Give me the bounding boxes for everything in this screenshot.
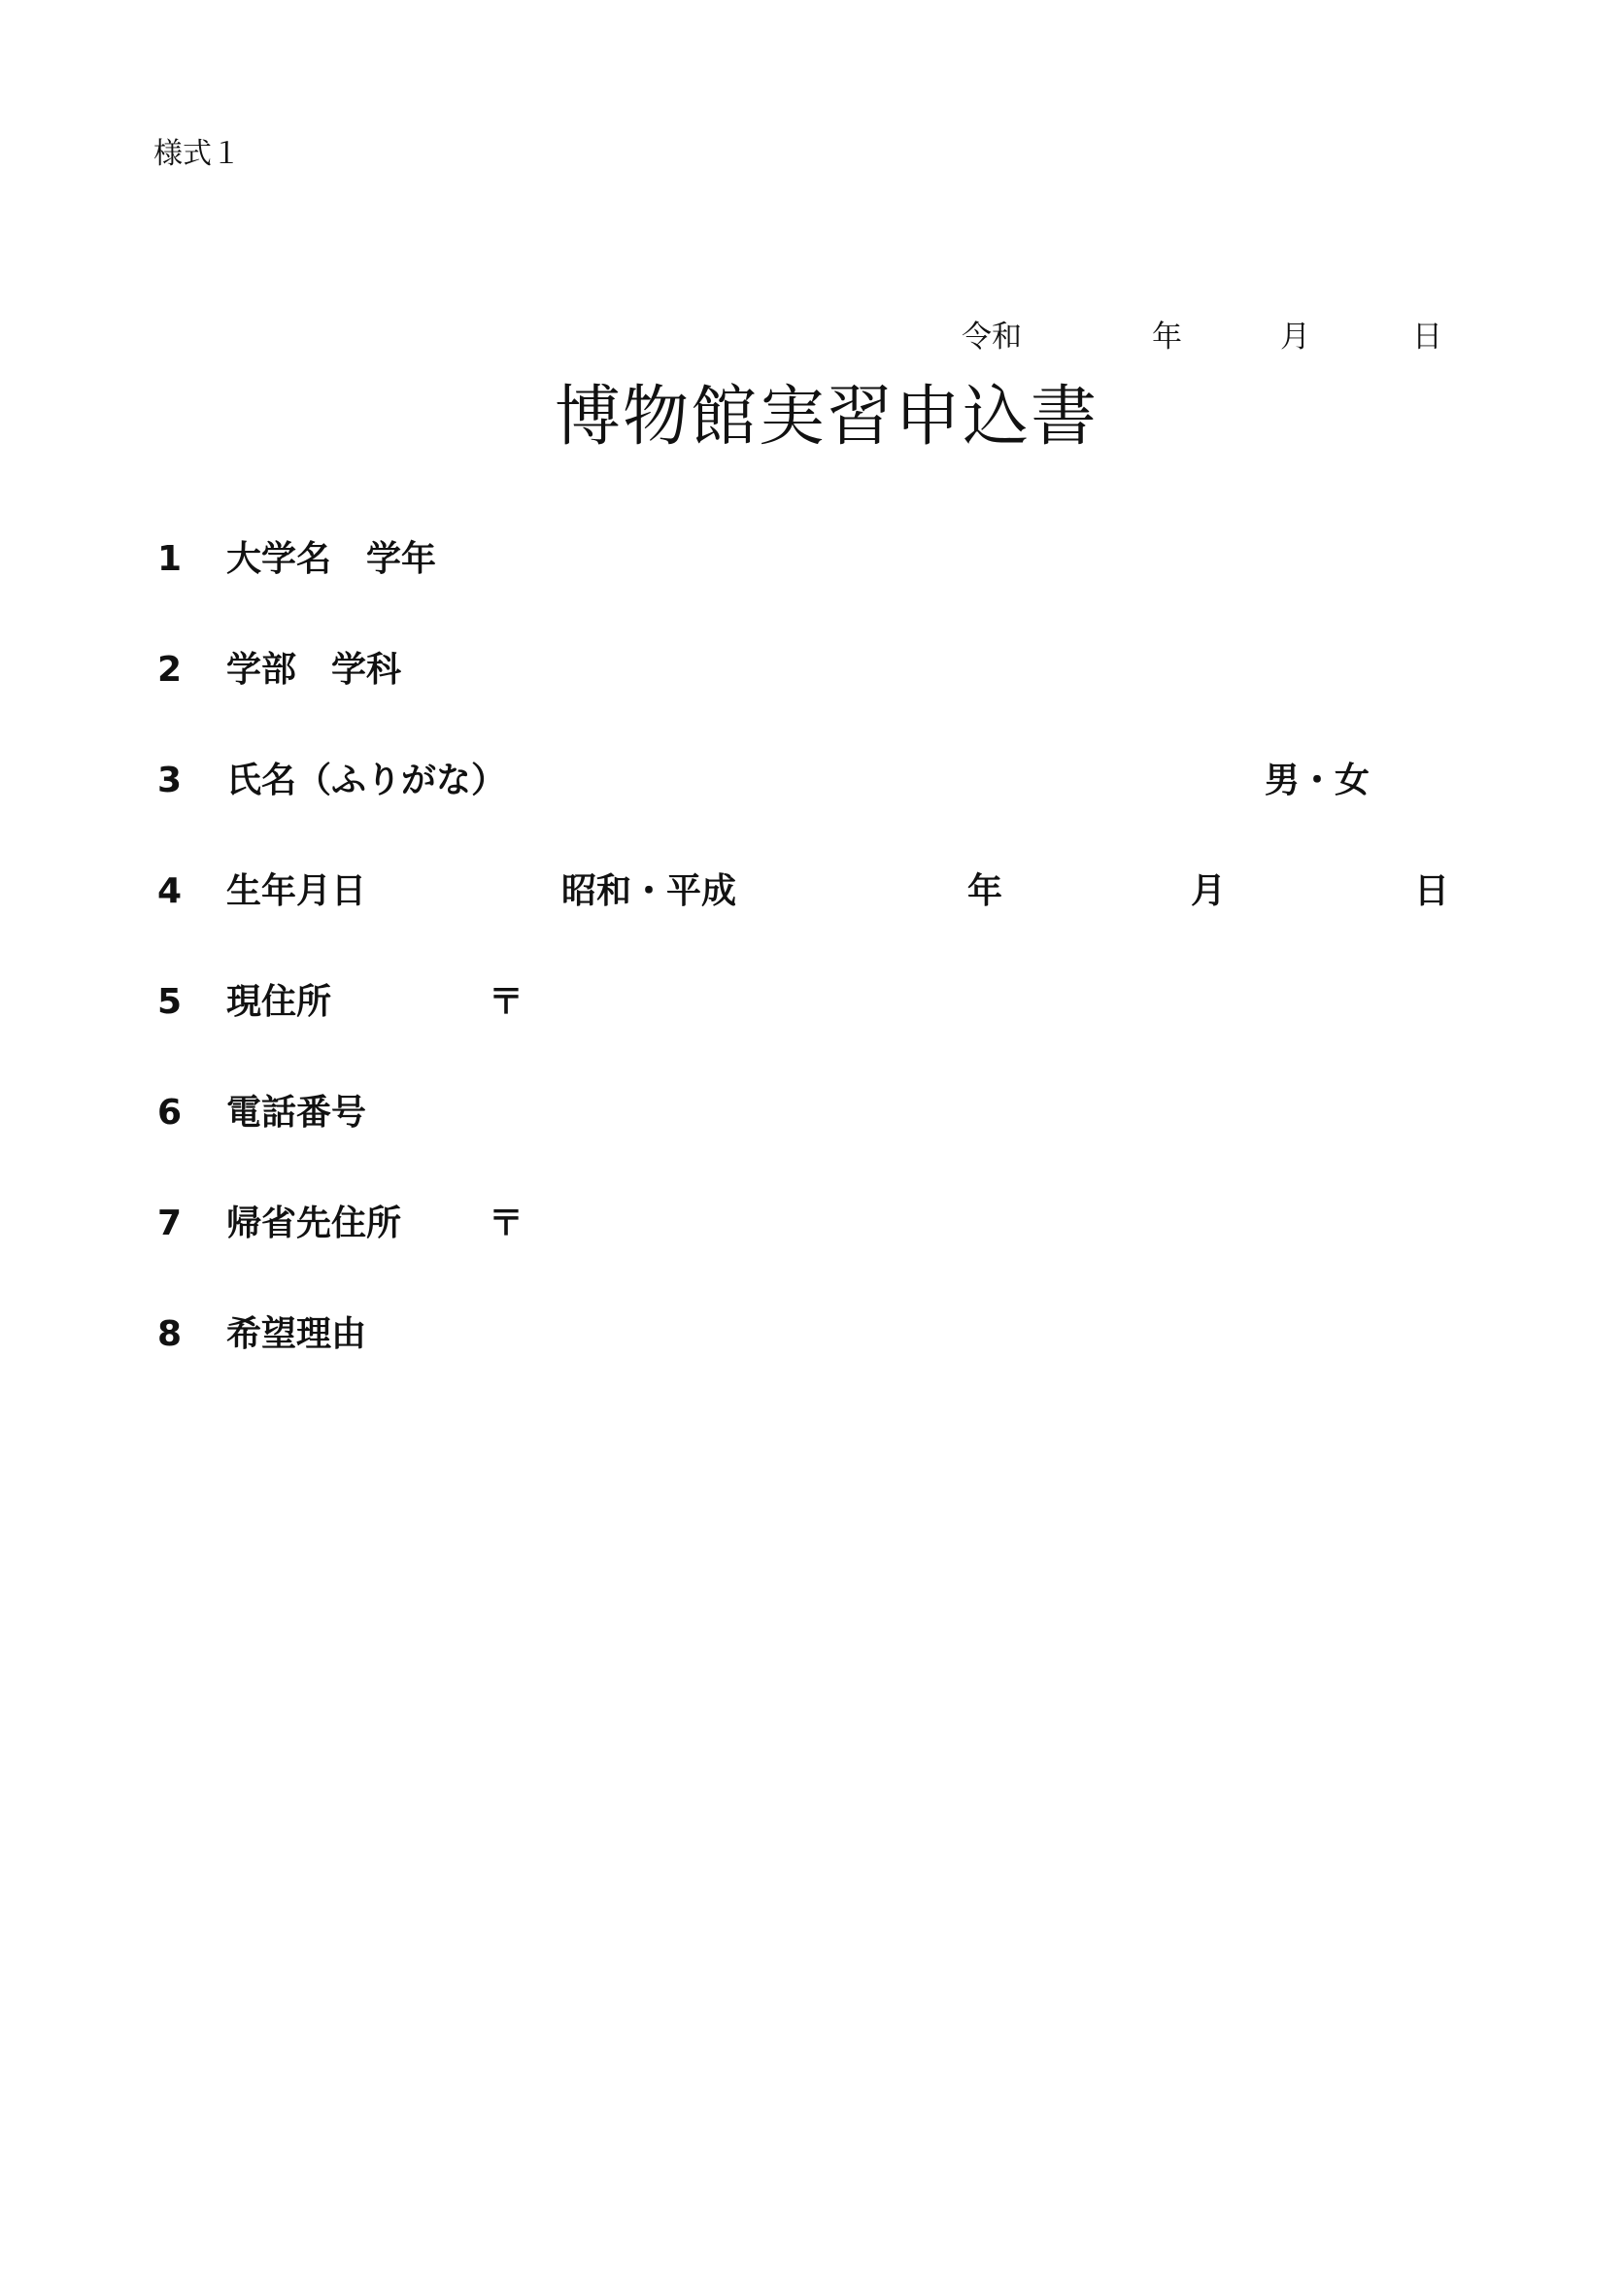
field-number: 4	[157, 871, 183, 911]
field-label-birthdate: 生年月日	[226, 871, 367, 911]
form-code: 様式１	[153, 137, 241, 171]
field-number: 6	[157, 1093, 183, 1133]
field-number: 5	[157, 982, 183, 1022]
postal-mark-icon: 〒	[489, 982, 524, 1022]
field-number: 2	[157, 650, 183, 690]
field-label-university-year: 大学名 学年	[226, 539, 437, 579]
date-month-label: 月	[1280, 320, 1310, 355]
birth-day-label: 日	[1414, 871, 1450, 911]
birth-month-label: 月	[1191, 871, 1227, 911]
field-number: 3	[157, 761, 183, 800]
field-label-phone: 電話番号	[226, 1093, 367, 1133]
field-label-faculty-department: 学部 学科	[226, 650, 402, 690]
field-label-home-address: 帰省先住所	[226, 1204, 402, 1243]
field-label-current-address: 現住所	[226, 982, 332, 1022]
field-number: 7	[157, 1204, 183, 1243]
field-label-name-furigana: 氏名（ふりがな）	[226, 761, 507, 800]
field-number: 8	[157, 1314, 183, 1354]
birth-era-choice: 昭和・平成	[561, 871, 737, 911]
date-day-label: 日	[1412, 320, 1442, 355]
date-era: 令和	[962, 320, 1022, 355]
field-number: 1	[157, 539, 183, 579]
gender-choice: 男・女	[1265, 761, 1370, 800]
field-label-reason: 希望理由	[226, 1314, 367, 1354]
date-year-label: 年	[1152, 320, 1182, 355]
document-title: 博物館実習申込書	[554, 379, 1099, 456]
postal-mark-icon: 〒	[489, 1204, 524, 1243]
birth-year-label: 年	[967, 871, 1003, 911]
